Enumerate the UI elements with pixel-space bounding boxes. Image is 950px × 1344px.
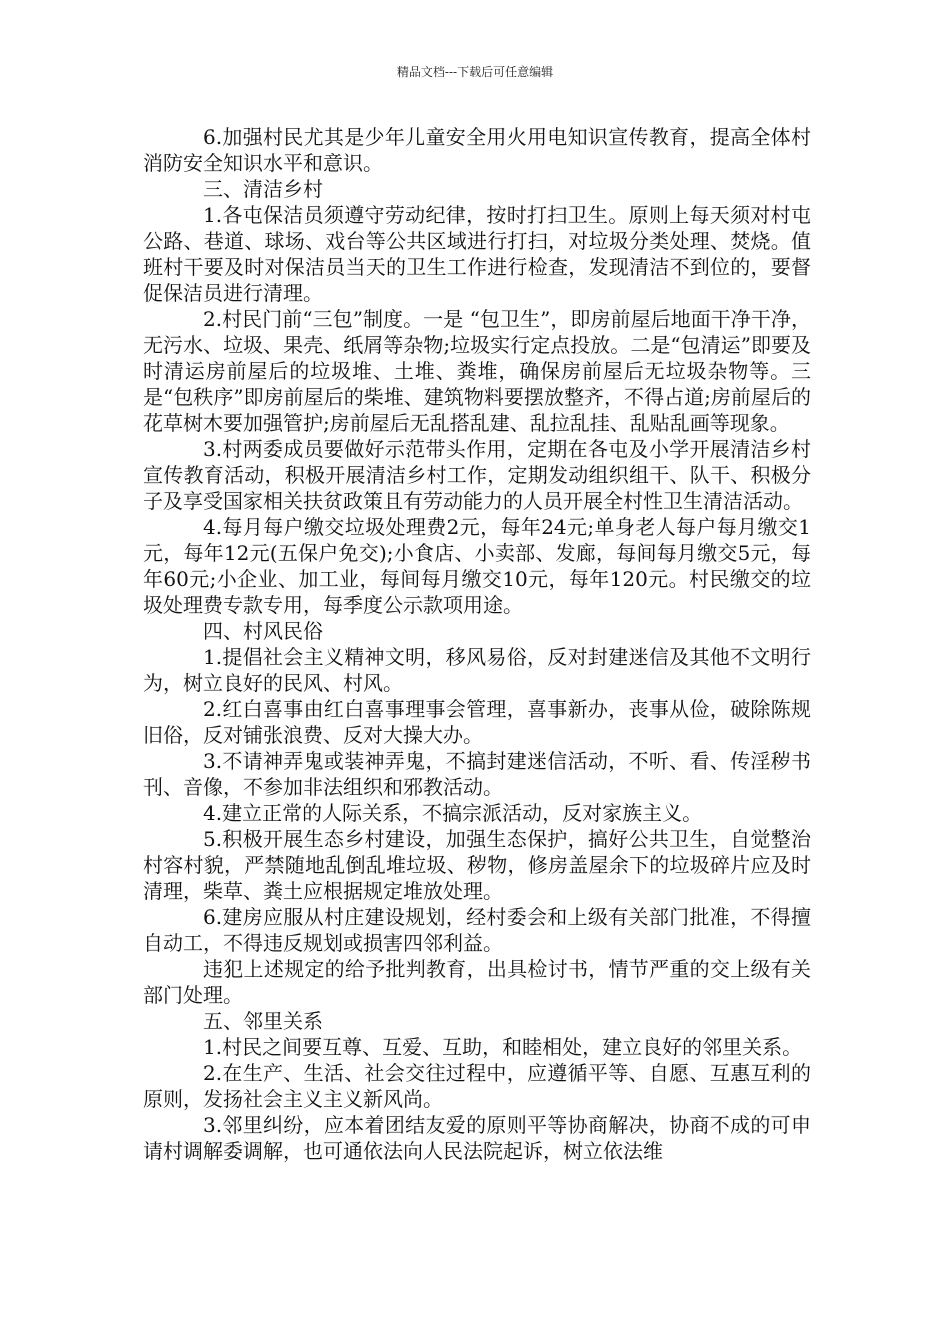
paragraph-relationships: 4.建立正常的人际关系，不搞宗派活动，反对家族主义。 <box>203 801 703 825</box>
paragraph-ecology: 5.积极开展生态乡村建设，加强生态保护，搞好公共卫生，自觉整治村容村貌，严禁随地乱倒乱堆垃圾、秽物，修房盖屋余下的垃圾碎片应及时清理，柴草、粪土应根据规定堆放处理。 <box>143 827 811 903</box>
page-header: 精品文档---下载后可任意编辑 <box>396 65 554 79</box>
section-heading-village-customs: 四、村风民俗 <box>203 619 323 643</box>
document-body <box>143 124 811 1164</box>
paragraph-garbage-fee: 4.每月每户缴交垃圾处理费2元，每年24元;单身老人每户每月缴交1元，每年12元(五保户免交);小食店、小卖部、发廊，每间每月缴交5元，每年60元;小企业、加工业，每间每月缴交10元，每年120元。村民缴交的垃圾处理费专款专用，每季度公示款项用途。 <box>143 515 811 617</box>
paragraph-building-planning: 6.建房应服从村庄建设规划，经村委会和上级有关部门批准，不得擅自动工，不得违反规划或损害四邻利益。 <box>143 905 811 955</box>
paragraph-no-superstition: 3.不请神弄鬼或装神弄鬼，不搞封建迷信活动，不听、看、传淫秽书刊、音像，不参加非法组织和邪教活动。 <box>143 749 811 799</box>
paragraph-violations: 违犯上述规定的给予批判教育，出具检讨书，情节严重的交上级有关部门处理。 <box>143 957 811 1007</box>
paragraph-disputes: 3.邻里纠纷，应本着团结友爱的原则平等协商解决，协商不成的可申请村调解委调解，也可通依法向人民法院起诉，树立依法维 <box>143 1113 811 1163</box>
paragraph-three-responsibilities: 2.村民门前“三包”制度。一是 “包卫生”，即房前屋后地面干净干净，无污水、垃圾、果壳、纸屑等杂物;垃圾实行定点投放。二是“包清运”即要及时清运房前屋后的垃圾堆、土堆、粪堆，确保房前屋后无垃圾杂物等。三是“包秩序”即房前屋后的柴堆、建筑物料要摆放整齐，不得占道;房前屋后的花草树木要加强管护;房前屋后无乱搭乱建、乱拉乱挂、乱贴乱画等现象。 <box>143 307 811 435</box>
paragraph-committee-example: 3.村两委成员要做好示范带头作用，定期在各屯及小学开展清洁乡村宣传教育活动，积极开展清洁乡村工作，定期发动组织组干、队干、积极分子及享受国家相关扶贫政策且有劳动能力的人员开展全村性卫生清洁活动。 <box>143 437 811 513</box>
paragraph-fire-safety-education: 6.加强村民尤其是少年儿童安全用火用电知识宣传教育，提高全体村消防安全知识水平和意识。 <box>143 125 811 175</box>
section-heading-neighbors: 五、邻里关系 <box>203 1009 323 1033</box>
paragraph-equality: 2.在生产、生活、社会交往过程中，应遵循平等、自愿、互惠互利的原则，发扬社会主义主义新风尚。 <box>143 1061 811 1111</box>
paragraph-cleaner-duties: 1.各屯保洁员须遵守劳动纪律，按时打扫卫生。原则上每天须对村屯公路、巷道、球场、戏台等公共区域进行打扫，对垃圾分类处理、焚烧。值班村干要及时对保洁员当天的卫生工作进行检查，发现清洁不到位的，要督促保洁员进行清理。 <box>143 203 811 305</box>
paragraph-civilization: 1.提倡社会主义精神文明，移风易俗，反对封建迷信及其他不文明行为，树立良好的民风、村风。 <box>143 645 811 695</box>
paragraph-mutual-respect: 1.村民之间要互尊、互爱、互助，和睦相处，建立良好的邻里关系。 <box>203 1035 803 1059</box>
section-heading-clean-village: 三、清洁乡村 <box>203 177 323 201</box>
paragraph-weddings-funerals: 2.红白喜事由红白喜事理事会管理，喜事新办，丧事从俭，破除陈规旧俗，反对铺张浪费、反对大操大办。 <box>143 697 811 747</box>
